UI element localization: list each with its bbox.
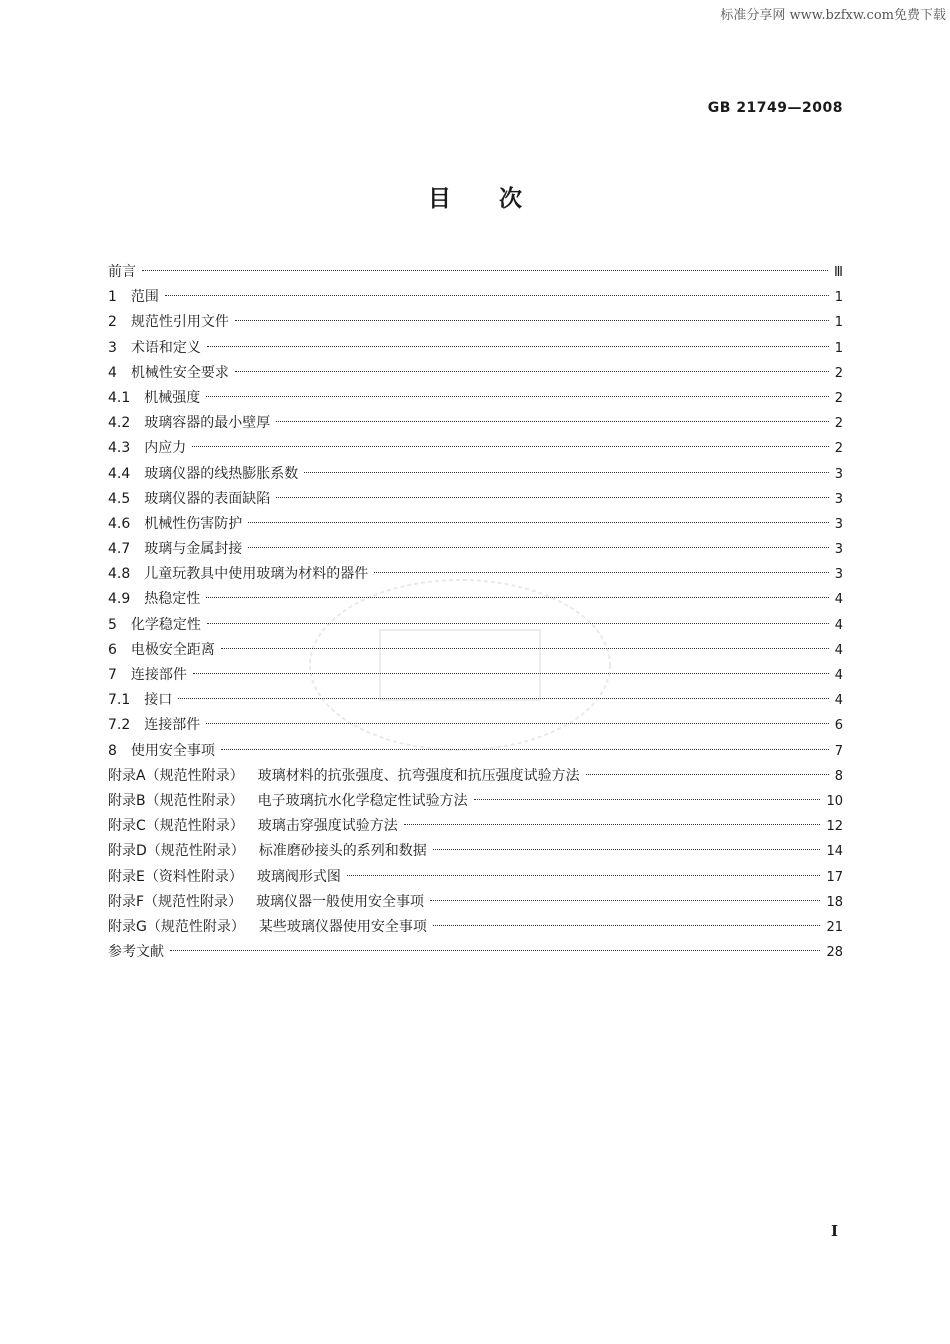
toc-entry-page: 2 <box>834 416 843 432</box>
toc-entry-number: 附录C（规范性附录） <box>108 818 244 835</box>
toc-entry-label: 标准磨砂接头的系列和数据 <box>258 843 427 860</box>
toc-leader-dots <box>193 673 829 674</box>
toc-entry[interactable] <box>108 915 843 940</box>
toc-entry-page: 8 <box>834 768 843 784</box>
toc-leader-dots <box>276 497 828 498</box>
toc-entry[interactable] <box>108 839 843 864</box>
toc-entry-number: 附录B（规范性附录） <box>108 792 244 809</box>
toc-entry-label: 玻璃阀形式图 <box>256 868 341 885</box>
toc-entry-number: 8 <box>108 742 117 759</box>
toc-entry-number: 4 <box>108 364 117 381</box>
toc-entry-number: 附录G（规范性附录） <box>108 918 245 935</box>
toc-title: 目次 <box>428 186 570 212</box>
toc-entry-page: 14 <box>826 844 843 860</box>
toc-leader-dots <box>207 623 829 624</box>
toc-entry-page: 28 <box>826 945 843 961</box>
toc-entry[interactable] <box>108 764 843 789</box>
toc-entry-page: 2 <box>834 365 843 381</box>
toc-entry[interactable] <box>108 487 843 512</box>
toc-entry-page: 4 <box>834 617 843 633</box>
toc-entry-label: 参考文献 <box>108 944 164 961</box>
toc-leader-dots <box>178 698 828 699</box>
toc-entry-label: 玻璃仪器的线热膨胀系数 <box>144 465 299 482</box>
toc-entry-label: 内应力 <box>144 440 187 457</box>
toc-entry[interactable] <box>108 789 843 814</box>
toc-leader-dots <box>248 522 828 523</box>
toc-entry-number: 4.9 <box>108 591 131 608</box>
toc-entry[interactable] <box>108 613 843 638</box>
toc-entry-label: 化学稳定性 <box>130 616 201 633</box>
toc-entry-page: Ⅲ <box>834 265 843 280</box>
toc-leader-dots <box>192 446 828 447</box>
toc-entry[interactable] <box>108 462 843 487</box>
toc-entry-page: 2 <box>834 390 843 406</box>
toc-entry[interactable] <box>108 890 843 915</box>
toc-entry-number: 4.6 <box>108 515 131 532</box>
toc-leader-dots <box>235 320 829 321</box>
toc-leader-dots <box>347 875 821 876</box>
toc-entry[interactable] <box>108 562 843 587</box>
toc-entry-label: 规范性引用文件 <box>130 314 229 331</box>
toc-entry[interactable] <box>108 865 843 890</box>
toc-entry-page: 3 <box>834 516 843 532</box>
toc-leader-dots <box>235 371 829 372</box>
toc-leader-dots <box>206 723 828 724</box>
toc-entry-page: 1 <box>834 340 843 356</box>
toc-entry-label: 连接部件 <box>130 667 187 683</box>
toc-entry-number: 4.7 <box>108 541 131 558</box>
toc-entry[interactable] <box>108 512 843 537</box>
toc-leader-dots <box>433 849 821 850</box>
toc-leader-dots <box>206 597 828 598</box>
toc-entry-number: 6 <box>108 641 117 658</box>
toc-entry[interactable] <box>108 638 843 663</box>
standard-code: GB 21749—2008 <box>707 100 843 116</box>
toc-entry-label: 玻璃材料的抗张强度、抗弯强度和抗压强度试验方法 <box>257 767 580 784</box>
toc-entry-number: 4.8 <box>108 566 131 583</box>
toc-entry-page: 4 <box>834 642 843 658</box>
toc-entry-number: 附录A（规范性附录） <box>108 767 244 784</box>
toc-entry-label: 热稳定性 <box>144 591 201 608</box>
toc-entry-number: 附录F（规范性附录） <box>108 893 243 910</box>
toc-entry-label: 电子玻璃抗水化学稳定性试验方法 <box>257 792 468 809</box>
toc-entry[interactable] <box>108 814 843 839</box>
toc-entry-label: 使用安全事项 <box>130 742 215 759</box>
toc-entry[interactable] <box>108 310 843 335</box>
toc-entry-number: 1 <box>108 289 117 306</box>
toc-entry-page: 6 <box>834 718 843 734</box>
toc-entry-label: 玻璃击穿强度试验方法 <box>257 818 398 835</box>
toc-leader-dots <box>304 472 828 473</box>
site-watermark: 标准分享网 www.bzfxw.com免费下载 <box>720 8 946 23</box>
toc-entry[interactable] <box>108 587 843 612</box>
toc-entry-label: 玻璃容器的最小壁厚 <box>144 415 271 432</box>
toc-entry-label: 机械性安全要求 <box>130 364 229 381</box>
toc-entry-label: 儿童玩教具中使用玻璃为材料的器件 <box>144 566 369 583</box>
toc-entry-page: 12 <box>826 819 843 835</box>
toc-entry-page: 3 <box>834 542 843 558</box>
toc-entry-number: 7.1 <box>108 692 131 709</box>
toc-entry-label: 术语和定义 <box>130 339 201 356</box>
toc-entry[interactable] <box>108 436 843 461</box>
toc-entry-label: 机械强度 <box>144 389 201 406</box>
toc-entry-page: 21 <box>826 919 843 935</box>
toc-entry[interactable] <box>108 739 843 764</box>
toc-entry-label: 范围 <box>130 289 159 306</box>
toc-entry-page: 10 <box>826 793 843 809</box>
toc-leader-dots <box>206 396 828 397</box>
toc-entry-page: 18 <box>826 894 843 910</box>
toc-entry-label: 玻璃与金属封接 <box>144 541 243 558</box>
toc-entry-number: 5 <box>108 616 117 633</box>
toc-entry-page: 3 <box>834 466 843 482</box>
toc-leader-dots <box>142 270 828 271</box>
toc-leader-dots <box>170 950 820 951</box>
toc-entry-label: 机械性伤害防护 <box>144 515 243 532</box>
toc-leader-dots <box>586 774 829 775</box>
toc-leader-dots <box>221 749 829 750</box>
toc-entry-page: 3 <box>834 567 843 583</box>
toc-entry[interactable] <box>108 663 843 688</box>
toc-entry[interactable] <box>108 940 843 965</box>
toc-entry-page: 7 <box>834 743 843 759</box>
toc-leader-dots <box>474 799 821 800</box>
toc-entry-number: 4.3 <box>108 440 131 457</box>
toc-entry[interactable] <box>108 688 843 713</box>
toc-entry[interactable] <box>108 361 843 386</box>
toc-entry-number: 2 <box>108 314 117 331</box>
toc-leader-dots <box>276 421 828 422</box>
toc-entry-number: 7.2 <box>108 717 131 734</box>
toc-entry[interactable] <box>108 336 843 361</box>
toc-entry[interactable] <box>108 411 843 436</box>
toc-entry[interactable] <box>108 537 843 562</box>
toc-entry[interactable] <box>108 285 843 310</box>
toc-leader-dots <box>207 346 829 347</box>
toc-entry-number: 7 <box>108 667 117 683</box>
toc-entry-page: 1 <box>834 290 843 306</box>
toc-entry-page: 4 <box>834 592 843 608</box>
page-number: I <box>830 1222 838 1240</box>
toc-entry-label: 前言 <box>108 264 136 280</box>
toc-entry-label: 某些玻璃仪器使用安全事项 <box>258 918 427 935</box>
toc-leader-dots <box>221 648 829 649</box>
table-of-contents <box>108 260 843 965</box>
toc-entry[interactable] <box>108 713 843 738</box>
toc-entry-number: 4.5 <box>108 490 131 507</box>
toc-entry-page: 4 <box>834 693 843 709</box>
toc-entry-label: 玻璃仪器的表面缺陷 <box>144 490 271 507</box>
toc-leader-dots <box>404 824 821 825</box>
toc-entry[interactable] <box>108 386 843 411</box>
toc-entry-page: 2 <box>834 441 843 457</box>
toc-entry-number: 3 <box>108 339 117 356</box>
toc-leader-dots <box>430 900 820 901</box>
toc-entry-page: 4 <box>834 668 843 683</box>
toc-entry-number: 4.1 <box>108 389 131 406</box>
toc-entry-label: 电极安全距离 <box>130 641 215 658</box>
toc-entry-page: 3 <box>834 491 843 507</box>
toc-entry-number: 4.2 <box>108 415 131 432</box>
toc-entry-number: 4.4 <box>108 465 131 482</box>
toc-entry-number: 附录E（资料性附录） <box>108 868 243 885</box>
toc-entry-number: 附录D（规范性附录） <box>108 843 245 860</box>
toc-leader-dots <box>433 925 821 926</box>
toc-entry-label: 玻璃仪器一般使用安全事项 <box>256 893 425 910</box>
toc-entry-label: 连接部件 <box>144 717 201 734</box>
toc-entry-label: 接口 <box>144 692 173 709</box>
toc-leader-dots <box>165 295 829 296</box>
toc-entry-page: 1 <box>834 315 843 331</box>
toc-leader-dots <box>374 572 828 573</box>
toc-entry[interactable] <box>108 260 843 285</box>
toc-leader-dots <box>248 547 828 548</box>
toc-entry-page: 17 <box>826 869 843 885</box>
